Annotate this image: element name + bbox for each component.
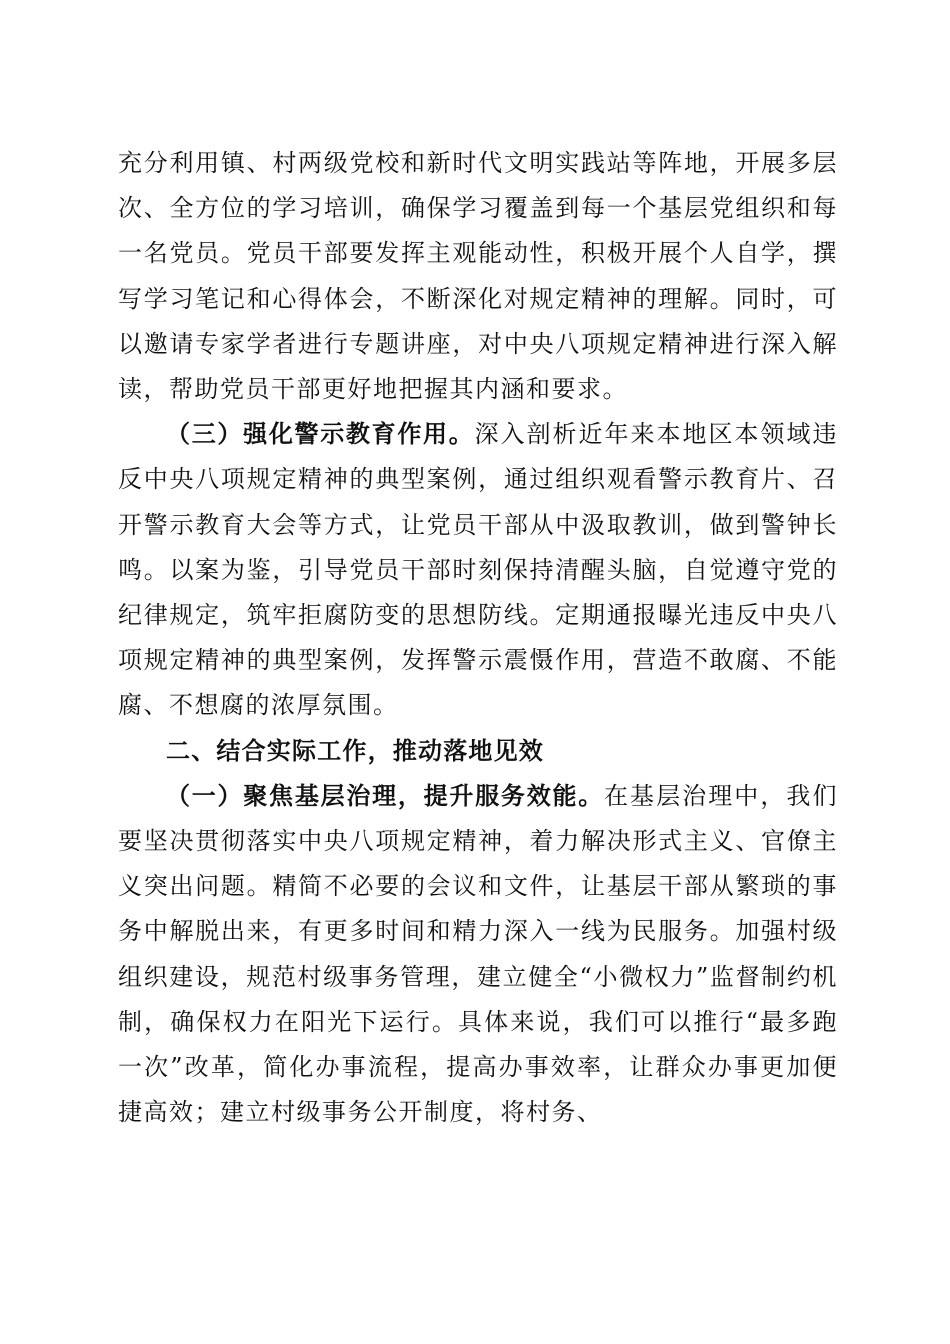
paragraph-study-training — [118, 141, 838, 412]
paragraph-grassroots-governance — [118, 774, 838, 1136]
paragraph-grassroots-governance-lead: （一）聚焦基层治理，提升服务效能。 — [166, 781, 604, 810]
paragraph-study-training-text: 充分利用镇、村两级党校和新时代文明实践站等阵地，开展多层次、全方位的学习培训，确保学习覆盖到每一个基层党组织和每一名党员。党员干部要发挥主观能动性，积极开展个人自学，撰写学习笔记和心得体会，不断深化对规定精神的理解。同时，可以邀请专家学者进行专题讲座，对中央八项规定精神进行深入解读，帮助党员干部更好地把握其内涵和要求。 — [118, 149, 838, 404]
paragraph-warning-education — [118, 412, 838, 728]
paragraph-warning-education-lead: （三）强化警示教育作用。 — [166, 420, 475, 449]
paragraph-grassroots-governance-text: 在基层治理中，我们要坚决贯彻落实中央八项规定精神，着力解决形式主义、官僚主义突出问题。精简不必要的会议和文件，让基层干部从繁琐的事务中解脱出来，有更多时间和精力深入一线为民服务。加强村级组织建设，规范村级事务管理，建立健全“小微权力”监督制约机制，确保权力在阳光下运行。具体来说，我们可以推行“最多跑一次”改革，简化办事流程，提高办事效率，让群众办事更加便捷高效；建立村级事务公开制度，将村务、 — [118, 781, 838, 1127]
section-heading: 二、结合实际工作，推动落地见效 — [166, 736, 544, 765]
paragraph-warning-education-text: 深入剖析近年来本地区本领域违反中央八项规定精神的典型案例，通过组织观看警示教育片、召开警示教育大会等方式，让党员干部从中汲取教训，做到警钟长鸣。以案为鉴，引导党员干部时刻保持清醒头脑，自觉遵守党的纪律规定，筑牢拒腐防变的思想防线。定期通报曝光违反中央八项规定精神的典型案例，发挥警示震慑作用，营造不敢腐、不能腐、不想腐的浓厚氛围。 — [118, 420, 839, 720]
document-page — [118, 141, 838, 1135]
